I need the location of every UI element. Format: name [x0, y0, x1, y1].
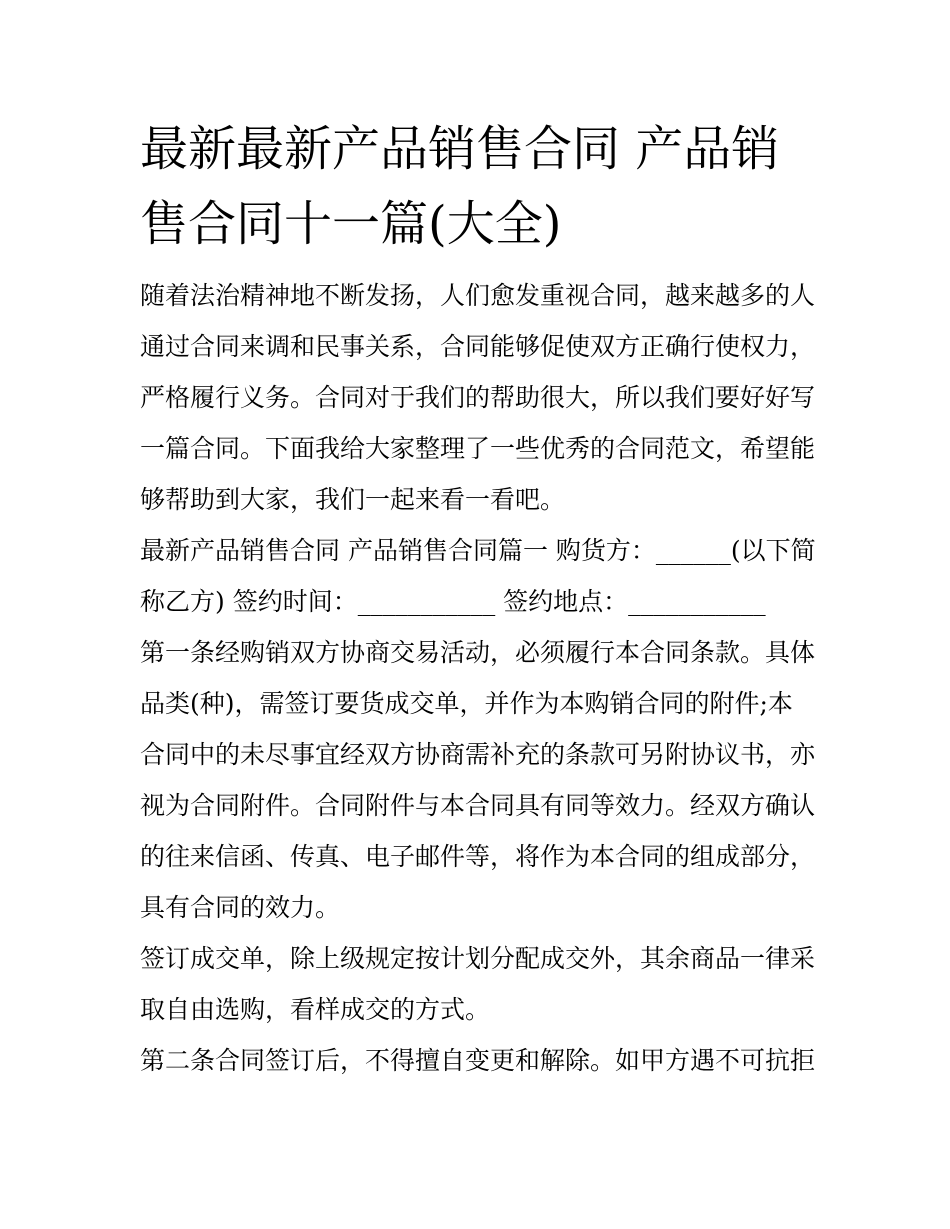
text-line: 最新产品销售合同 产品销售合同篇一 购货方：______(以下简	[140, 536, 816, 565]
text-line: 够帮助到大家，我们一起来看一看吧。	[140, 485, 566, 514]
title-line-2: 售合同十一篇(大全)	[140, 196, 562, 252]
text-line: 随着法治精神地不断发扬，人们愈发重视合同，越来越多的人	[140, 281, 816, 310]
text-line: 合同中的未尽事宜经双方协商需补充的条款可另附协议书，亦	[140, 740, 816, 769]
text-line: 一篇合同。下面我给大家整理了一些优秀的合同范文，希望能	[140, 434, 816, 463]
text-line: 视为合同附件。合同附件与本合同具有同等效力。经双方确认	[140, 791, 816, 820]
paragraph-contract-header	[140, 525, 816, 627]
paragraph-intro	[140, 270, 816, 525]
text-line: 签订成交单，除上级规定按计划分配成交外，其余商品一律采	[140, 944, 816, 973]
title-line-1: 最新最新产品销售合同 产品销	[140, 121, 780, 177]
text-line: 第一条经购销双方协商交易活动，必须履行本合同条款。具体	[140, 638, 816, 667]
text-line: 具有合同的效力。	[140, 893, 341, 922]
text-line: 品类(种)，需签订要货成交单，并作为本购销合同的附件;本	[140, 689, 793, 718]
text-line: 取自由选购，看样成交的方式。	[140, 995, 491, 1024]
text-line: 称乙方) 签约时间：___________ 签约地点：___________	[140, 587, 766, 616]
text-line: 通过合同来调和民事关系，合同能够促使双方正确行使权力，	[140, 332, 816, 361]
text-line: 的往来信函、传真、电子邮件等，将作为本合同的组成部分，	[140, 842, 816, 871]
paragraph-article-1	[140, 627, 816, 933]
text-line: 第二条合同签订后，不得擅自变更和解除。如甲方遇不可抗拒	[140, 1046, 816, 1075]
paragraph-article-2	[140, 1035, 816, 1086]
text-line: 严格履行义务。合同对于我们的帮助很大，所以我们要好好写	[140, 383, 816, 412]
document-title	[140, 112, 810, 262]
paragraph-transaction	[140, 933, 816, 1035]
